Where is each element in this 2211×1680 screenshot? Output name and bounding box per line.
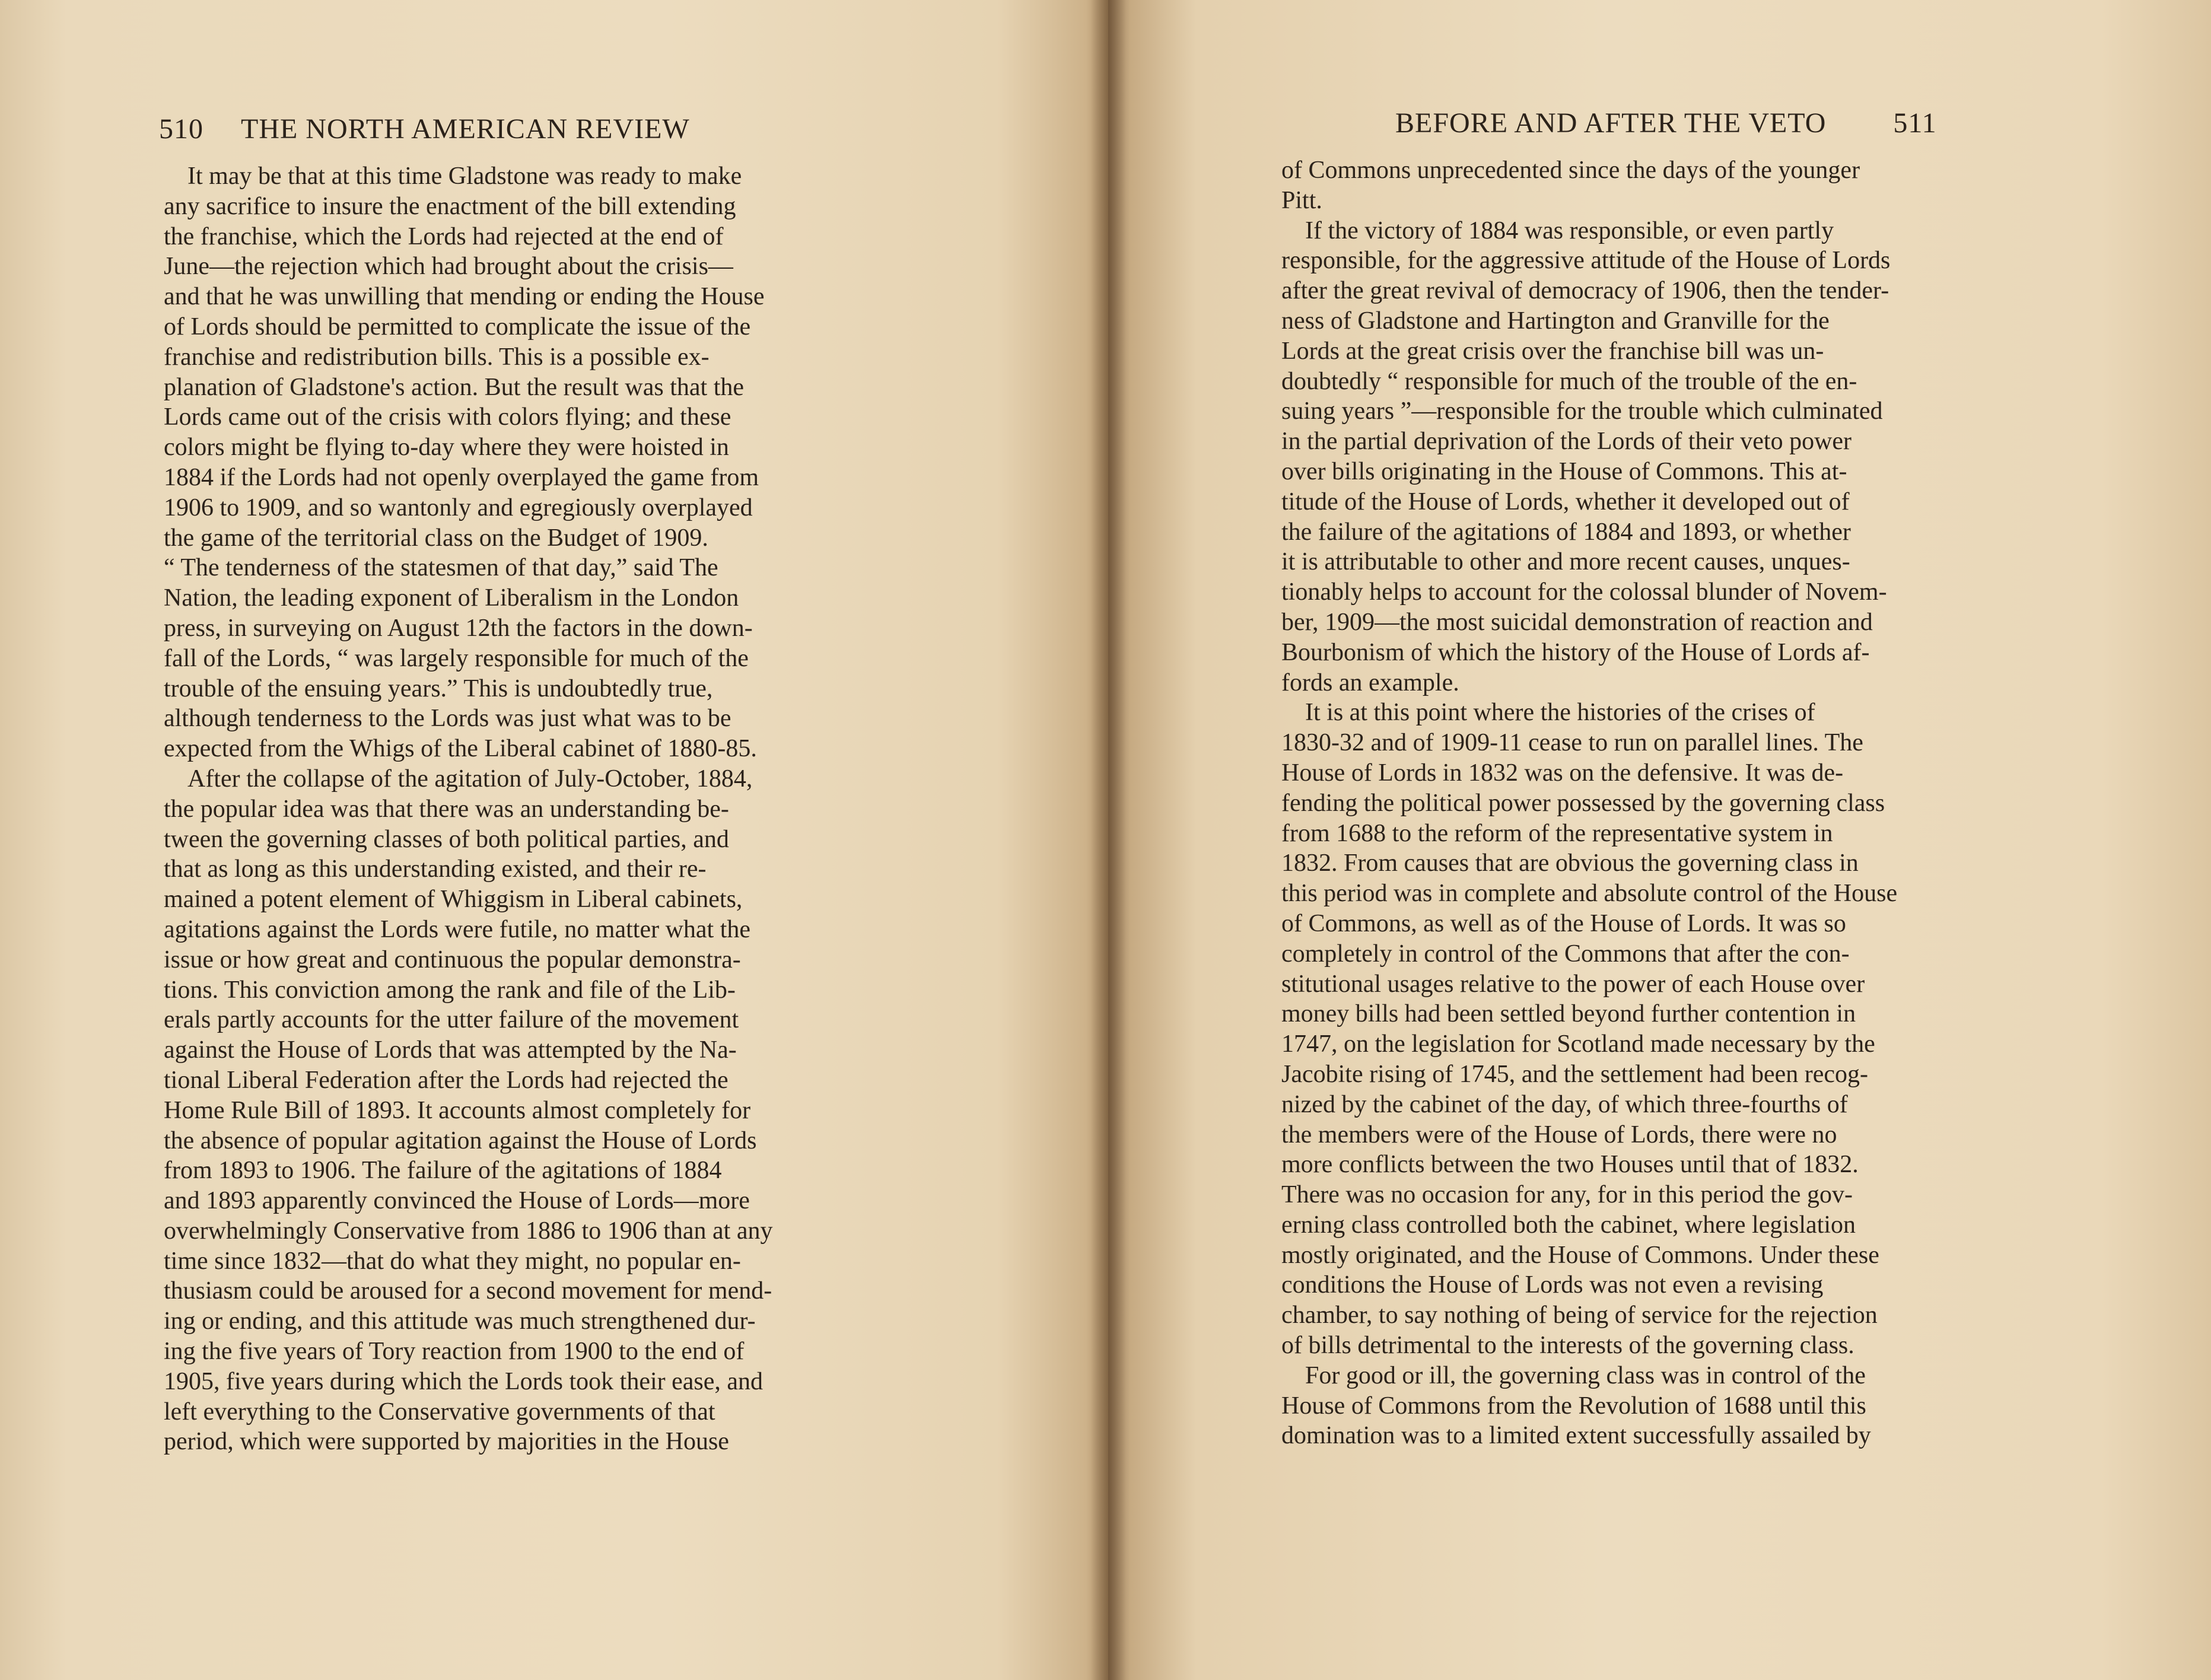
text-line: It is at this point where the histories of the crises of	[1305, 699, 1815, 727]
text-line: that as long as this understanding existed, and their re-	[164, 855, 707, 883]
text-line: of Commons, as well as of the House of Lords. It was so	[1281, 909, 1846, 937]
text-line: For good or ill, the governing class was in control of the	[1305, 1361, 1866, 1389]
text-line: of Commons unprecedented since the days of the younger	[1281, 157, 1860, 184]
book-gutter	[1090, 0, 1126, 1680]
text-line: colors might be flying to-day where they were hoisted in	[164, 434, 729, 462]
text-line: ing the five years of Tory reaction from 1900 to the end of	[164, 1338, 745, 1366]
text-line: fending the political power possessed by the governing class	[1281, 789, 1885, 817]
text-line: the franchise, which the Lords had rejected at the end of	[164, 222, 724, 250]
text-line: overwhelmingly Conservative from 1886 to 1906 than at any	[164, 1217, 773, 1245]
text-line: although tenderness to the Lords was just what was to be	[164, 705, 731, 733]
right-running-head	[1395, 107, 1937, 139]
text-line: expected from the Whigs of the Liberal cabinet of 1880-85.	[164, 735, 757, 763]
text-line: tional Liberal Federation after the Lords had rejected the	[164, 1066, 728, 1094]
text-line: thusiasm could be aroused for a second movement for mend-	[164, 1277, 772, 1305]
text-line: the members were of the House of Lords, there were no	[1281, 1121, 1837, 1148]
right-page-number: 511	[1893, 107, 1937, 139]
text-line: it is attributable to other and more recent causes, unques-	[1281, 548, 1850, 576]
text-line: time since 1832—that do what they might, no popular en-	[164, 1247, 741, 1275]
text-line: 1884 if the Lords had not openly overplayed the game from	[164, 463, 759, 491]
text-line: chamber, to say nothing of being of service for the rejection	[1281, 1302, 1878, 1329]
text-line: against the House of Lords that was attempted by the Na-	[164, 1036, 737, 1064]
text-line: period, which were supported by majorities in the House	[164, 1428, 729, 1456]
text-line: ness of Gladstone and Hartington and Granville for the	[1281, 307, 1830, 335]
text-line: tionably helps to account for the colossal blunder of Novem-	[1281, 578, 1887, 606]
text-line: over bills originating in the House of Commons. This at-	[1281, 457, 1847, 485]
text-line: 1906 to 1909, and so wantonly and egregiously overplayed	[164, 494, 753, 521]
text-line: fall of the Lords, “ was largely responsible for much of the	[164, 644, 749, 672]
text-line: press, in surveying on August 12th the factors in the down-	[164, 614, 753, 642]
text-line: the absence of popular agitation against the House of Lords	[164, 1127, 757, 1154]
text-line: doubtedly “ responsible for much of the trouble of the en-	[1281, 367, 1857, 395]
text-line: issue or how great and continuous the popular demonstra-	[164, 946, 741, 973]
text-line: Jacobite rising of 1745, and the settlement had been recog-	[1281, 1060, 1869, 1088]
text-line: “ The tenderness of the statesmen of that day,” said The	[164, 554, 718, 582]
text-line: titude of the House of Lords, whether it developed out of	[1281, 488, 1850, 516]
text-line: left everything to the Conservative governments of that	[164, 1398, 715, 1426]
text-line: mostly originated, and the House of Commons. Under these	[1281, 1241, 1879, 1269]
text-line: any sacrifice to insure the enactment of the bill extending	[164, 192, 736, 220]
right-running-title: BEFORE AND AFTER THE VETO	[1395, 107, 1827, 139]
text-line: money bills had been settled beyond further contention in	[1281, 1000, 1856, 1028]
text-line: from 1893 to 1906. The failure of the agitations of 1884	[164, 1157, 722, 1185]
text-line: Pitt.	[1281, 186, 1322, 214]
left-running-title: THE NORTH AMERICAN REVIEW	[241, 113, 690, 145]
text-line: planation of Gladstone's action. But the result was that the	[164, 373, 745, 401]
text-line: 1832. From causes that are obvious the governing class in	[1281, 849, 1859, 877]
text-line: ing or ending, and this attitude was much strengthened dur-	[164, 1307, 756, 1335]
text-line: in the partial deprivation of the Lords of their veto power	[1281, 428, 1852, 456]
text-line: It may be that at this time Gladstone was ready to make	[187, 163, 742, 190]
text-line: 1747, on the legislation for Scotland made necessary by the	[1281, 1030, 1875, 1058]
text-line: nized by the cabinet of the day, of which three-fourths of	[1281, 1090, 1848, 1118]
text-line: trouble of the ensuing years.” This is undoubtedly true,	[164, 674, 713, 702]
text-line: tions. This conviction among the rank and file of the Lib-	[164, 976, 736, 1004]
text-line: more conflicts between the two Houses until that of 1832.	[1281, 1151, 1859, 1179]
text-line: the failure of the agitations of 1884 and 1893, or whether	[1281, 518, 1851, 546]
text-line: and that he was unwilling that mending or ending the House	[164, 283, 765, 311]
text-line: Home Rule Bill of 1893. It accounts almost completely for	[164, 1096, 751, 1124]
text-line: Nation, the leading exponent of Liberalism in the London	[164, 584, 739, 612]
text-line: Bourbonism of which the history of the House of Lords af-	[1281, 638, 1870, 666]
text-line: There was no occasion for any, for in this period the gov-	[1281, 1181, 1853, 1209]
text-line: After the collapse of the agitation of July-October, 1884,	[187, 765, 753, 793]
text-line: franchise and redistribution bills. This is a possible ex-	[164, 343, 710, 371]
text-line: domination was to a limited extent successfully assailed by	[1281, 1422, 1871, 1450]
left-page-number: 510	[159, 113, 203, 145]
text-line: erals partly accounts for the utter failure of the movement	[164, 1006, 739, 1034]
text-line: of bills detrimental to the interests of the governing class.	[1281, 1332, 1854, 1360]
text-line: completely in control of the Commons that after the con-	[1281, 940, 1850, 968]
text-line: after the great revival of democracy of 1906, then the tender-	[1281, 277, 1889, 305]
text-line: conditions the House of Lords was not even a revising	[1281, 1271, 1824, 1299]
left-body-text	[164, 161, 915, 1457]
left-running-head	[159, 113, 690, 145]
text-line: 1830-32 and of 1909-11 cease to run on parallel lines. The	[1281, 729, 1863, 757]
text-line: erning class controlled both the cabinet, where legislation	[1281, 1211, 1856, 1239]
text-line: from 1688 to the reform of the representative system in	[1281, 819, 1833, 847]
text-line: If the victory of 1884 was responsible, or even partly	[1305, 217, 1834, 244]
text-line: of Lords should be permitted to complicate the issue of the	[164, 313, 751, 341]
text-line: responsible, for the aggressive attitude of the House of Lords	[1281, 247, 1891, 275]
text-line: and 1893 apparently convinced the House of Lords—more	[164, 1187, 750, 1215]
text-line: stitutional usages relative to the power of each House over	[1281, 970, 1865, 998]
text-line: June—the rejection which had brought about the crisis—	[164, 253, 733, 281]
text-line: the popular idea was that there was an understanding be-	[164, 795, 729, 823]
text-line: suing years ”—responsible for the trouble which culminated	[1281, 397, 1883, 425]
right-body-text	[1281, 155, 2049, 1451]
text-line: House of Commons from the Revolution of 1688 until this	[1281, 1392, 1866, 1420]
text-line: the game of the territorial class on the Budget of 1909.	[164, 524, 708, 552]
text-line: tween the governing classes of both political parties, and	[164, 825, 729, 853]
text-line: Lords came out of the crisis with colors flying; and these	[164, 403, 731, 431]
text-line: ber, 1909—the most suicidal demonstration of reaction and	[1281, 608, 1873, 636]
text-line: this period was in complete and absolute control of the House	[1281, 880, 1898, 908]
text-line: Lords at the great crisis over the franchise bill was un-	[1281, 337, 1824, 365]
text-line: mained a potent element of Whiggism in Liberal cabinets,	[164, 886, 743, 914]
text-line: agitations against the Lords were futile, no matter what the	[164, 915, 751, 943]
text-line: fords an example.	[1281, 669, 1459, 696]
text-line: House of Lords in 1832 was on the defensive. It was de-	[1281, 759, 1844, 787]
right-page	[1108, 0, 2211, 1680]
text-line: 1905, five years during which the Lords took their ease, and	[164, 1367, 763, 1395]
